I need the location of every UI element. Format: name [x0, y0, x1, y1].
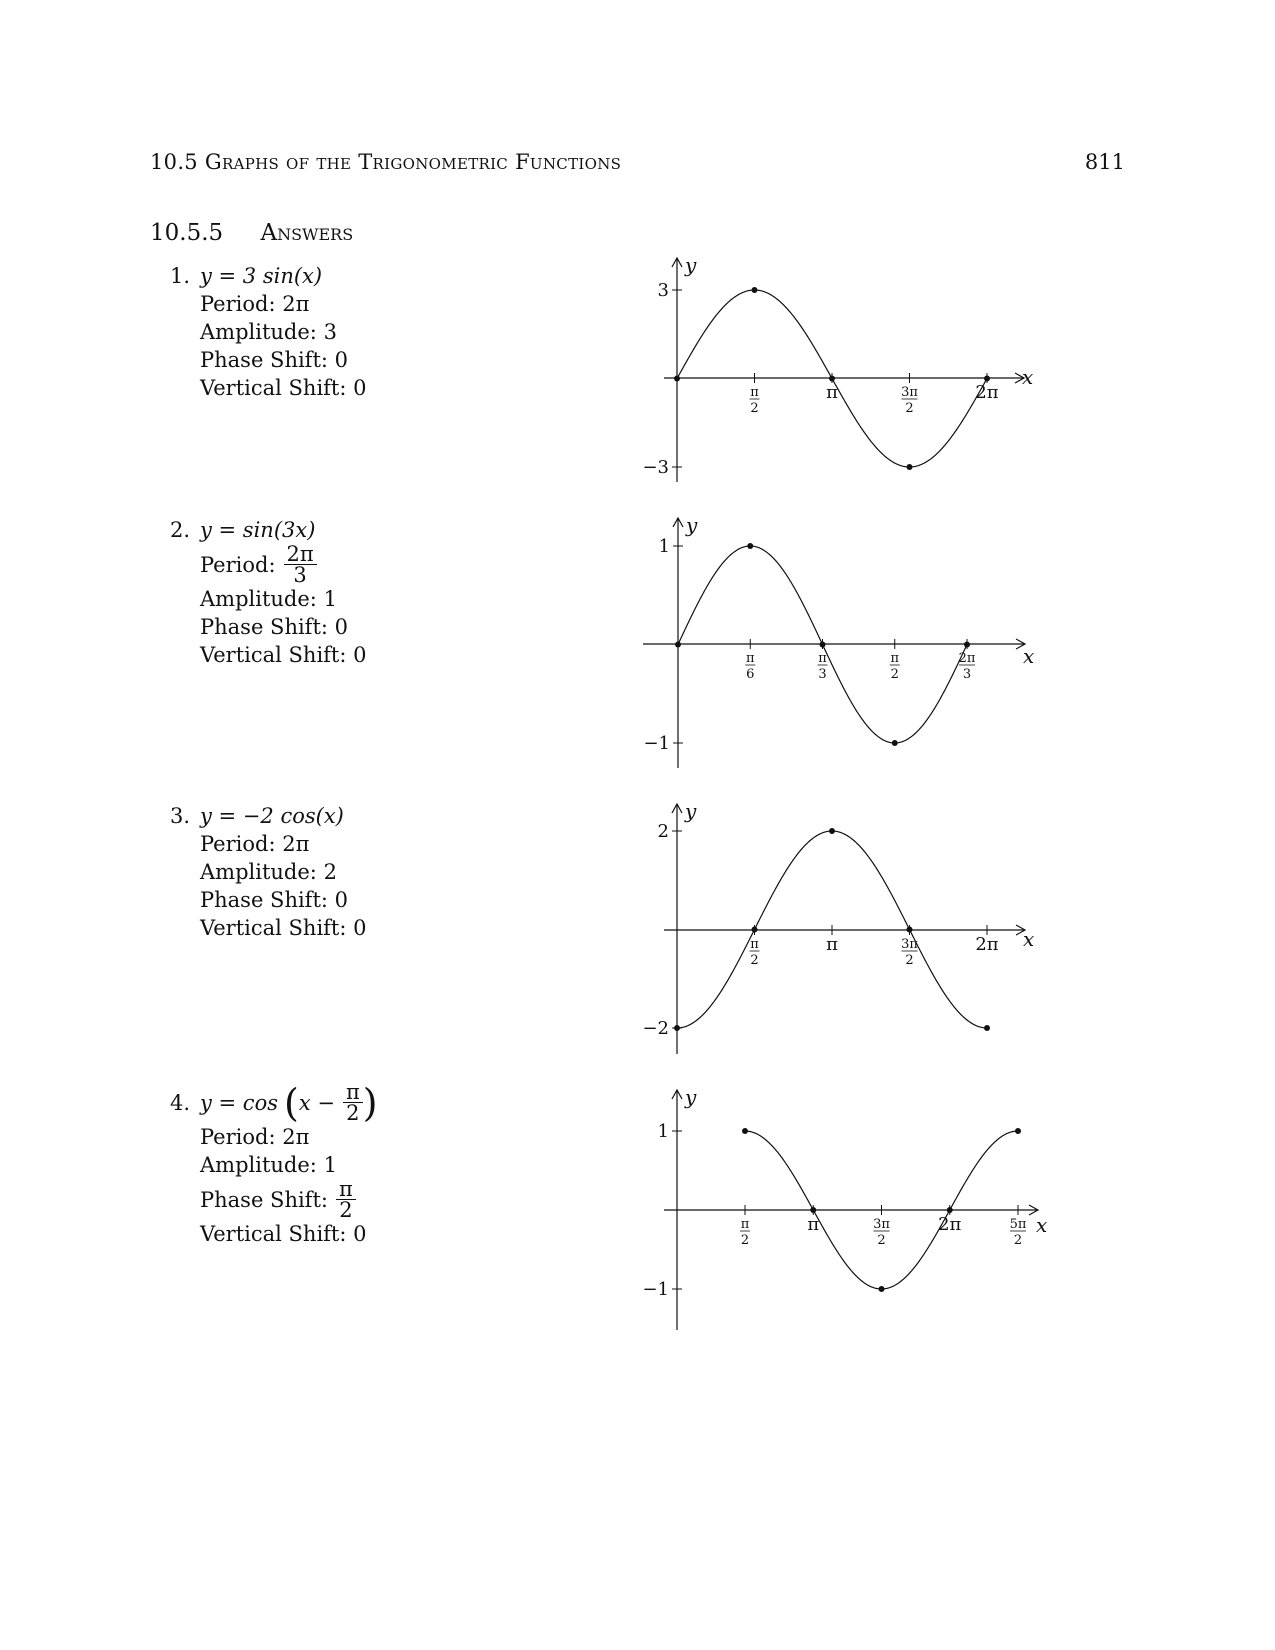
y-tick-label: 1 [657, 1121, 669, 1142]
data-point [674, 1025, 680, 1031]
y-tick-label: −3 [642, 457, 669, 478]
right-paren: ) [362, 1080, 378, 1125]
amplitude-value: 1 [323, 1153, 337, 1177]
curve-line [678, 546, 967, 743]
vertical-shift-label: Vertical Shift: [200, 1222, 347, 1246]
section-number: 10.5.5 [150, 220, 224, 246]
section-title: Answers [260, 220, 354, 246]
chart-2 [643, 513, 1034, 768]
data-point [742, 1128, 748, 1134]
x-tick-denominator: 2 [740, 1233, 750, 1248]
data-point [675, 642, 681, 648]
x-tick-numerator: π [818, 651, 827, 666]
x-axis-arrow [1029, 1205, 1038, 1215]
phase-shift-numerator: π [336, 1179, 356, 1200]
x-axis-arrow [1015, 373, 1024, 383]
vertical-shift-value: 0 [353, 643, 367, 667]
data-point [984, 376, 990, 382]
answer-equation: y = −2 cos(x) [200, 804, 344, 828]
x-tick-denominator: 3 [818, 667, 827, 682]
x-tick-numerator: π [890, 651, 900, 666]
x-tick-denominator: 2 [890, 667, 899, 682]
phase-shift-label: Phase Shift: [200, 1187, 328, 1212]
amplitude-label: Amplitude: [200, 587, 317, 611]
data-point [829, 376, 835, 382]
amplitude-value: 2 [323, 860, 337, 884]
period-label: Period: [200, 292, 276, 316]
phase-shift-fraction [336, 1179, 356, 1220]
x-tick-numerator: 5π [1009, 1217, 1027, 1232]
x-tick-denominator: 2 [905, 953, 914, 968]
y-axis-label: y [685, 1085, 697, 1109]
x-tick-numerator: π [750, 937, 759, 952]
x-axis-label: x [1023, 927, 1035, 951]
x-tick-numerator: π [750, 385, 759, 400]
amplitude-label: Amplitude: [200, 1153, 317, 1177]
x-tick-denominator: 3 [962, 667, 972, 682]
answer-equation: y = sin(3x) [200, 518, 316, 542]
answer-number: 1. [170, 264, 191, 288]
x-tick-denominator: 2 [750, 401, 759, 416]
x-tick-label: 2π [975, 934, 999, 955]
x-axis-label: x [1023, 644, 1035, 668]
period-fraction [284, 544, 317, 585]
x-tick-label: π [826, 934, 838, 955]
x-tick-denominator: 2 [905, 401, 914, 416]
y-tick-label: −2 [642, 1018, 669, 1039]
data-point [879, 1286, 885, 1292]
x-tick-label: π [826, 382, 838, 403]
phase-shift-label: Phase Shift: [200, 615, 328, 639]
left-paren: ( [284, 1080, 299, 1125]
y-tick-label: 2 [657, 821, 669, 842]
chart-3 [642, 799, 1034, 1054]
section-heading [150, 220, 353, 246]
vertical-shift-label: Vertical Shift: [200, 916, 347, 940]
period-label: Period: [200, 1125, 276, 1149]
answer-2 [170, 516, 367, 669]
equation-numerator: π [343, 1082, 363, 1103]
y-axis-arrow [673, 518, 683, 527]
answer-number: 3. [170, 804, 191, 828]
amplitude-label: Amplitude: [200, 860, 317, 884]
running-head [150, 150, 1125, 174]
y-tick-label: −1 [643, 733, 670, 754]
period-denominator: 3 [293, 563, 307, 587]
x-tick-denominator: 6 [746, 667, 755, 682]
x-tick-label: 2π [938, 1214, 962, 1235]
period-value: 2π [282, 292, 310, 316]
x-tick-label: π [807, 1214, 820, 1235]
data-point [907, 464, 913, 470]
y-tick-label: 3 [657, 280, 669, 301]
equation-denominator: 2 [346, 1101, 360, 1125]
data-point [674, 376, 680, 382]
data-point [984, 1025, 990, 1031]
phase-shift-value: 0 [334, 615, 349, 639]
data-point [810, 1207, 816, 1213]
answer-number: 4. [170, 1090, 191, 1115]
vertical-shift-value: 0 [353, 916, 367, 940]
phase-shift-value: 0 [334, 348, 349, 372]
chart-4 [642, 1085, 1047, 1330]
chart-1 [642, 253, 1033, 482]
answer-number: 2. [170, 518, 191, 542]
period-value: 2π [282, 832, 310, 856]
x-tick-label: 2π [975, 382, 999, 403]
amplitude-value: 3 [323, 320, 337, 344]
y-axis-arrow [672, 1090, 682, 1099]
vertical-shift-label: Vertical Shift: [200, 376, 347, 400]
data-point [820, 642, 826, 648]
x-tick-numerator: 3π [901, 937, 918, 952]
page-number: 811 [1084, 150, 1125, 174]
data-point [829, 828, 835, 834]
equation-fraction [343, 1082, 363, 1123]
data-point [1015, 1128, 1021, 1134]
period-label: Period: [200, 832, 276, 856]
data-point [947, 1207, 953, 1213]
answer-1 [170, 262, 367, 402]
answer-3 [170, 802, 367, 942]
y-axis-arrow [672, 804, 682, 813]
data-point [752, 927, 758, 933]
x-tick-numerator: 3π [901, 385, 918, 400]
x-tick-denominator: 2 [1013, 1233, 1023, 1248]
x-tick-denominator: 2 [877, 1233, 886, 1248]
data-point [964, 642, 970, 648]
running-head-section: 10.5 Graphs of the Trigonometric Functions [150, 150, 622, 174]
x-tick-numerator: π [745, 651, 755, 666]
data-point [892, 740, 898, 746]
answer-equation-inner: x − [298, 1090, 335, 1115]
phase-shift-label: Phase Shift: [200, 348, 328, 372]
period-label: Period: [200, 552, 276, 577]
curve-line [677, 831, 987, 1028]
x-axis-label: x [1022, 365, 1034, 389]
period-value: 2π [282, 1125, 310, 1149]
answer-4 [170, 1082, 378, 1248]
x-tick-numerator: 3π [873, 1217, 890, 1232]
x-tick-numerator: π [740, 1217, 750, 1232]
curve-line [677, 290, 987, 467]
y-tick-label: −1 [642, 1279, 669, 1300]
phase-shift-label: Phase Shift: [200, 888, 328, 912]
vertical-shift-value: 0 [353, 376, 367, 400]
x-tick-numerator: 2π [958, 651, 976, 666]
curve-line [745, 1131, 1018, 1289]
x-axis-arrow [1016, 639, 1025, 649]
phase-shift-value: 0 [334, 888, 349, 912]
y-tick-label: 1 [658, 536, 670, 557]
vertical-shift-value: 0 [353, 1222, 367, 1246]
amplitude-value: 1 [323, 587, 337, 611]
period-numerator: 2π [284, 544, 317, 565]
answer-equation: y = 3 sin(x) [200, 264, 323, 288]
data-point [747, 543, 753, 549]
phase-shift-denominator: 2 [339, 1198, 353, 1222]
answer-equation-prefix: y = cos [200, 1090, 278, 1115]
x-tick-denominator: 2 [750, 953, 759, 968]
data-point [907, 927, 913, 933]
x-axis-arrow [1016, 925, 1025, 935]
y-axis-label: y [685, 799, 697, 823]
y-axis-label: y [686, 513, 698, 537]
data-point [752, 287, 758, 293]
y-axis-arrow [672, 258, 682, 267]
x-axis-label: x [1036, 1213, 1048, 1237]
amplitude-label: Amplitude: [200, 320, 317, 344]
vertical-shift-label: Vertical Shift: [200, 643, 347, 667]
y-axis-label: y [685, 253, 697, 277]
